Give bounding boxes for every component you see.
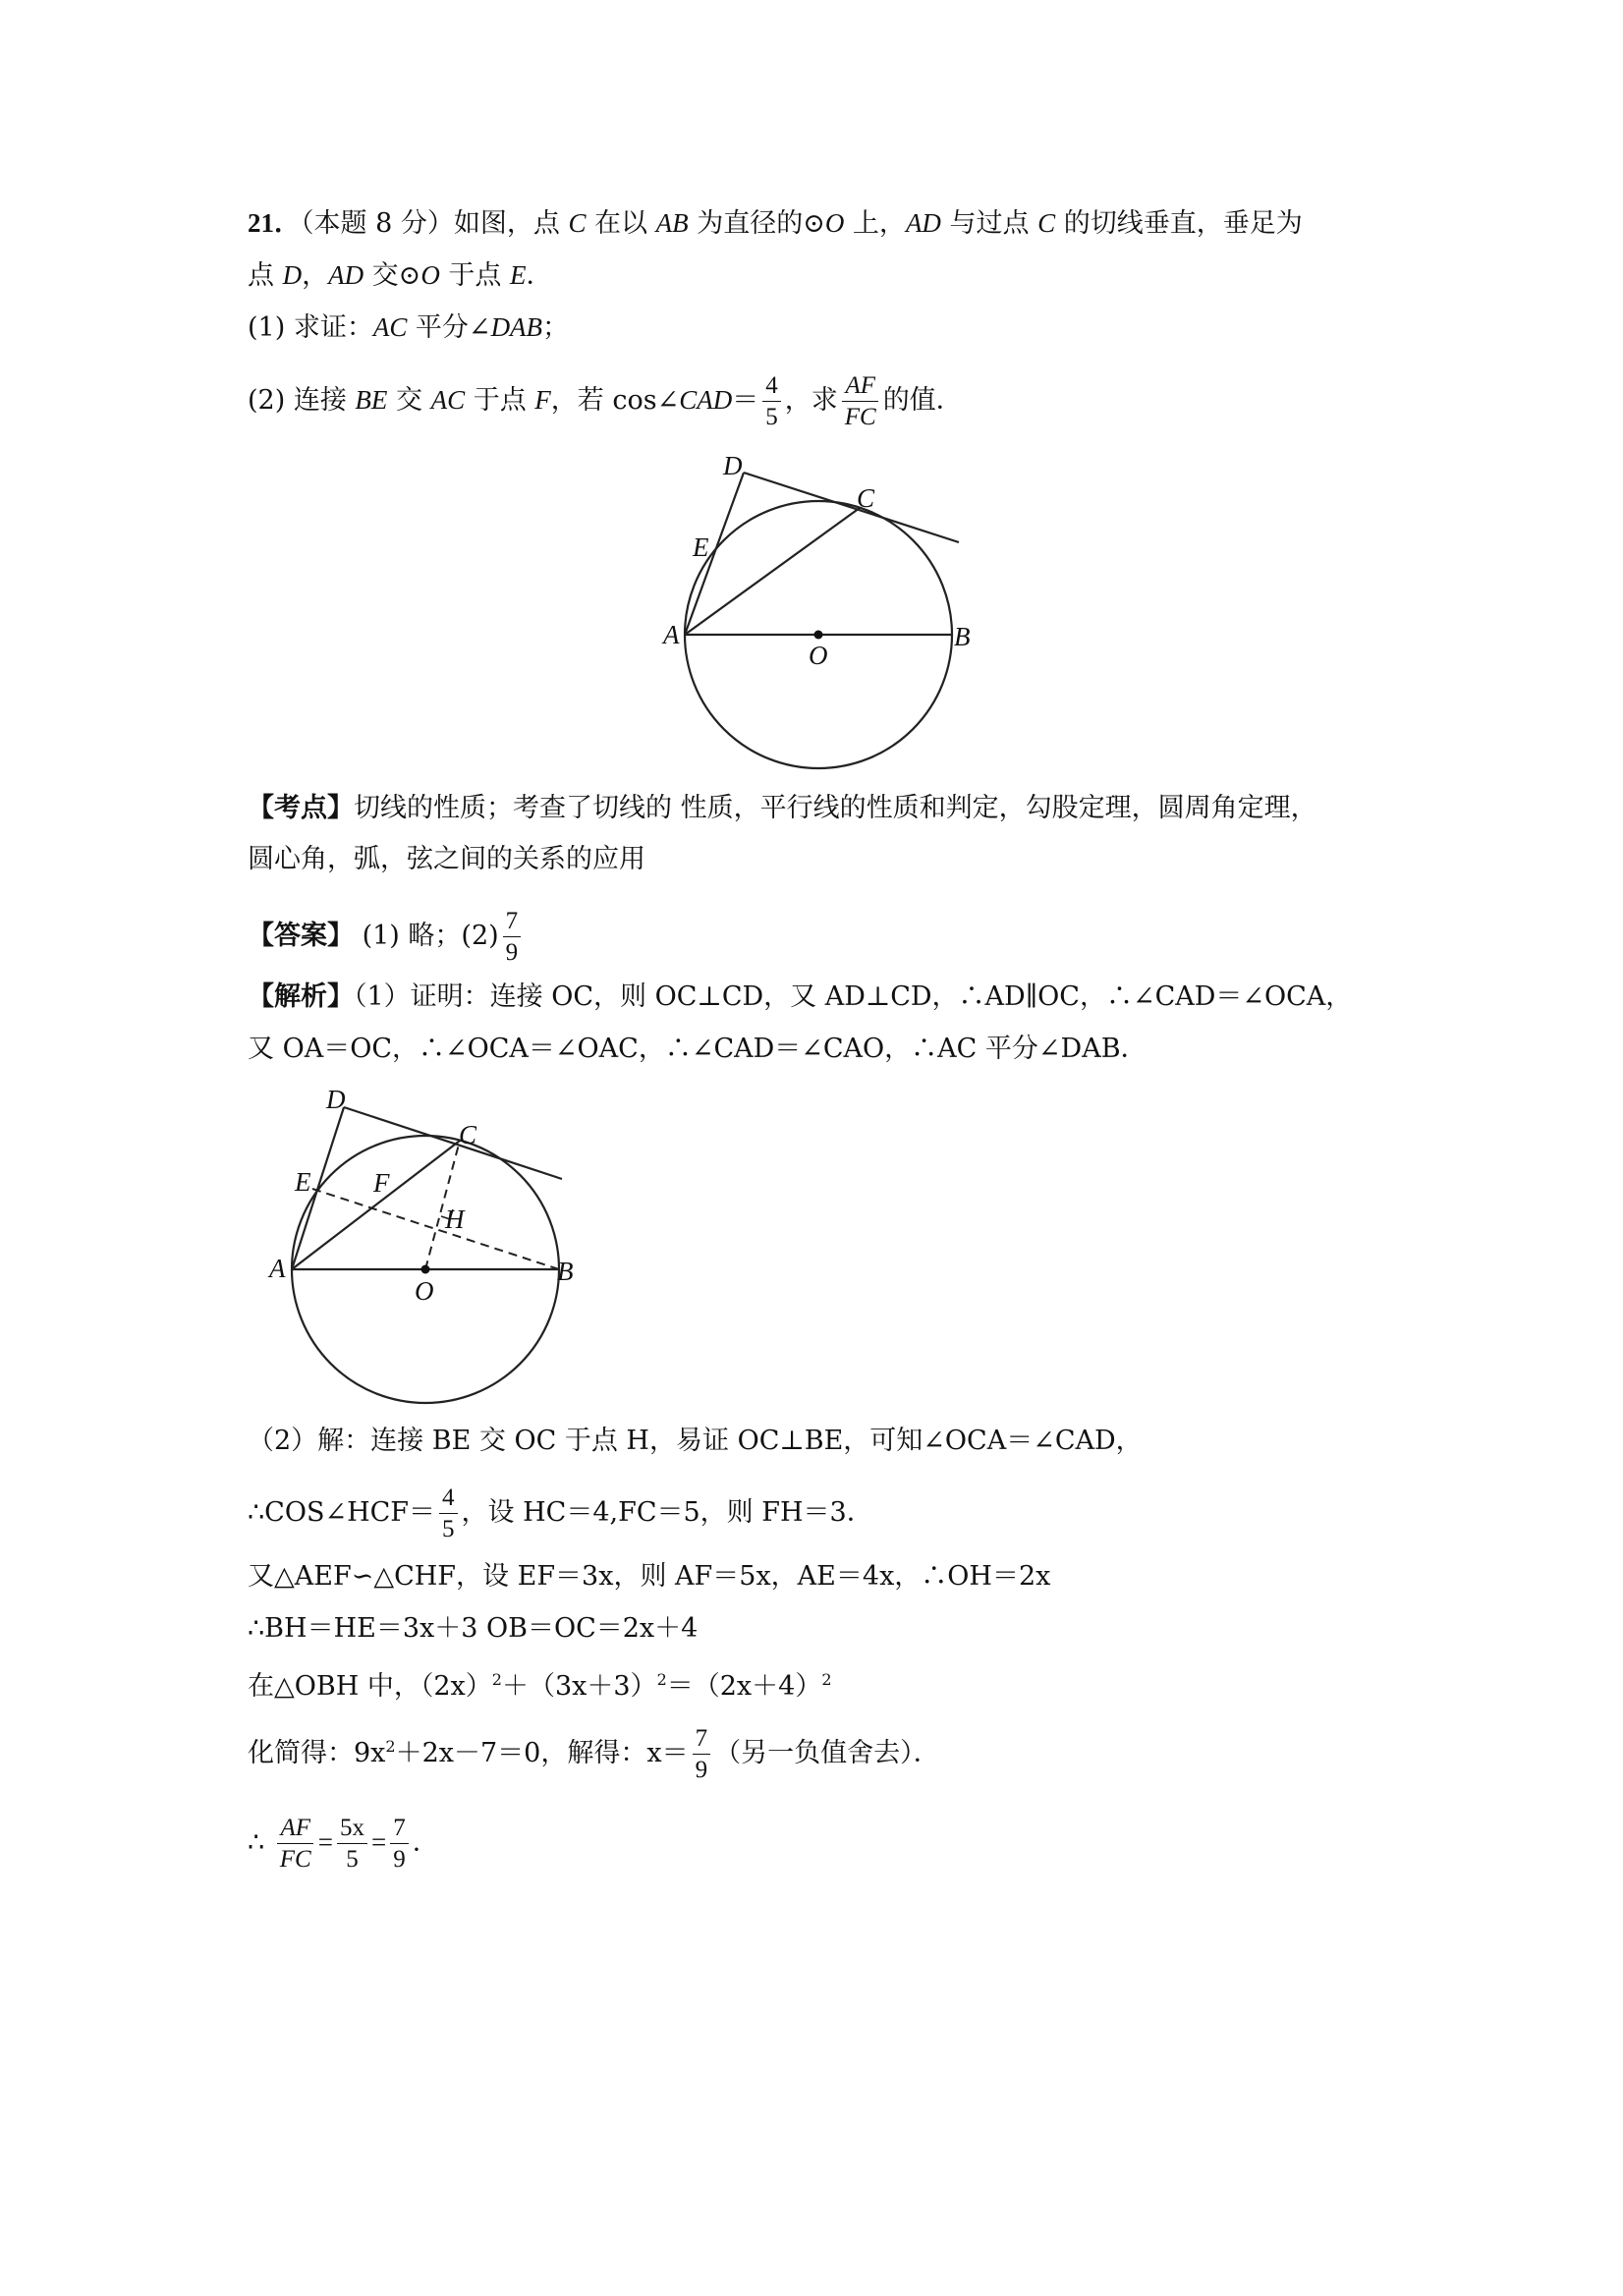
problem-number: 21．: [248, 208, 301, 238]
problem-line-1: 21．（本题 8 分）如图，点 C 在以 AB 为直径的⊙O 上，AD 与过点 C 的切线垂直，垂足为: [248, 208, 1303, 239]
problem-score: （本题 8 分）: [301, 208, 454, 239]
kaodian-label: 【考点】: [248, 793, 354, 823]
final-fraction-2: $\frac{5x}{5}$: [337, 1816, 367, 1872]
analysis-line-2: 又 OA＝OC，∴∠OCA＝∠OAC，∴∠CAD＝∠CAO，∴AC 平分∠DAB．: [248, 1034, 1147, 1064]
fig2-label-A: A: [269, 1254, 286, 1283]
fig1-label-O: O: [809, 641, 828, 670]
fig1-label-E: E: [693, 532, 709, 562]
analysis-part2-line-4: ∴BH＝HE＝3x＋3 OB＝OC＝2x＋4: [248, 1613, 699, 1644]
fig2-label-H: H: [445, 1204, 465, 1234]
analysis-final-line: ∴ $\frac{AF}{FC}$ = $\frac{5x}{5}$ = $\frac{7}{9}$ ．: [248, 1815, 439, 1873]
cos-hcf-fraction: $\frac{4}{5}$: [439, 1485, 458, 1541]
answer-line: 【答案】 (1) 略；(2) $\frac{7}{9}$: [248, 909, 1397, 965]
fig2-center-dot: [421, 1265, 430, 1274]
fig2-label-E: E: [295, 1167, 311, 1197]
question-2: (2) 连接 BE 交 AC 于点 F，若 cos∠CAD＝ $\frac{4}{5}$ ，求 $\frac{AF}{FC}$ 的值．: [248, 372, 963, 430]
fig2-chord-AC: [292, 1141, 460, 1269]
fig2-label-F: F: [373, 1168, 390, 1198]
fig2-label-B: B: [557, 1257, 574, 1286]
answer-label: 【答案】: [248, 921, 354, 951]
answer-fraction: $\frac{7}{9}$: [503, 909, 522, 965]
fig2-label-O: O: [415, 1276, 434, 1306]
fig1-center-dot: [814, 631, 823, 640]
x-value-fraction: $\frac{7}{9}$: [693, 1726, 711, 1782]
analysis-part2-line-3: 又△AEF∽△CHF，设 EF＝3x，则 AF＝5x，AE＝4x，∴OH＝2x: [248, 1561, 1051, 1592]
fig1-label-D: D: [723, 451, 743, 480]
analysis-part2-line-1: （2）解：连接 BE 交 OC 于点 H，易证 OC⊥BE，可知∠OCA＝∠CAD，: [248, 1426, 1143, 1456]
fig2-label-D: D: [326, 1085, 346, 1114]
analysis-part2-line-6: 化简得：$9x^2+2x-7=0$，解得：x＝ $\frac{7}{9}$ （另一负值舍去）．: [248, 1725, 940, 1783]
fig1-label-B: B: [954, 622, 971, 651]
analysis-part2-line-5: 在△OBH 中，$(2x)^2+(3x+3)^2=(2x+4)^2$: [248, 1670, 832, 1702]
kaodian-line-1: 【考点】切线的性质；考查了切线的 性质，平行线的性质和判定，勾股定理，圆周角定理，: [248, 793, 1317, 823]
fig2-dashed-BE: [312, 1189, 559, 1269]
analysis-label: 【解析】: [248, 981, 354, 1012]
analysis-line-1: 【解析】（1）证明：连接 OC，则 OC⊥CD，又 AD⊥CD，∴AD∥OC，∴∠CAD＝∠OCA，: [248, 981, 1353, 1012]
fig1-label-A: A: [663, 620, 680, 649]
final-fraction-3: $\frac{7}{9}$: [390, 1816, 409, 1872]
final-fraction-1: $\frac{AF}{FC}$: [277, 1816, 314, 1872]
problem-line-2: 点 D，AD 交⊙O 于点 E．: [248, 260, 553, 291]
ratio-fraction: $\frac{AF}{FC}$: [842, 373, 879, 429]
question-1: (1) 求证：AC 平分∠DAB；: [248, 312, 570, 343]
fig1-chord-AC: [685, 508, 860, 635]
fig2-label-C: C: [459, 1120, 477, 1149]
cos-fraction: $\frac{4}{5}$: [762, 373, 781, 429]
fig1-label-C: C: [857, 483, 875, 513]
kaodian-line-2: 圆心角，弧，弦之间的关系的应用: [248, 844, 645, 874]
analysis-part2-line-2: ∴COS∠HCF＝ $\frac{4}{5}$ ，设 HC＝4,FC＝5，则 FH＝3．: [248, 1484, 873, 1542]
